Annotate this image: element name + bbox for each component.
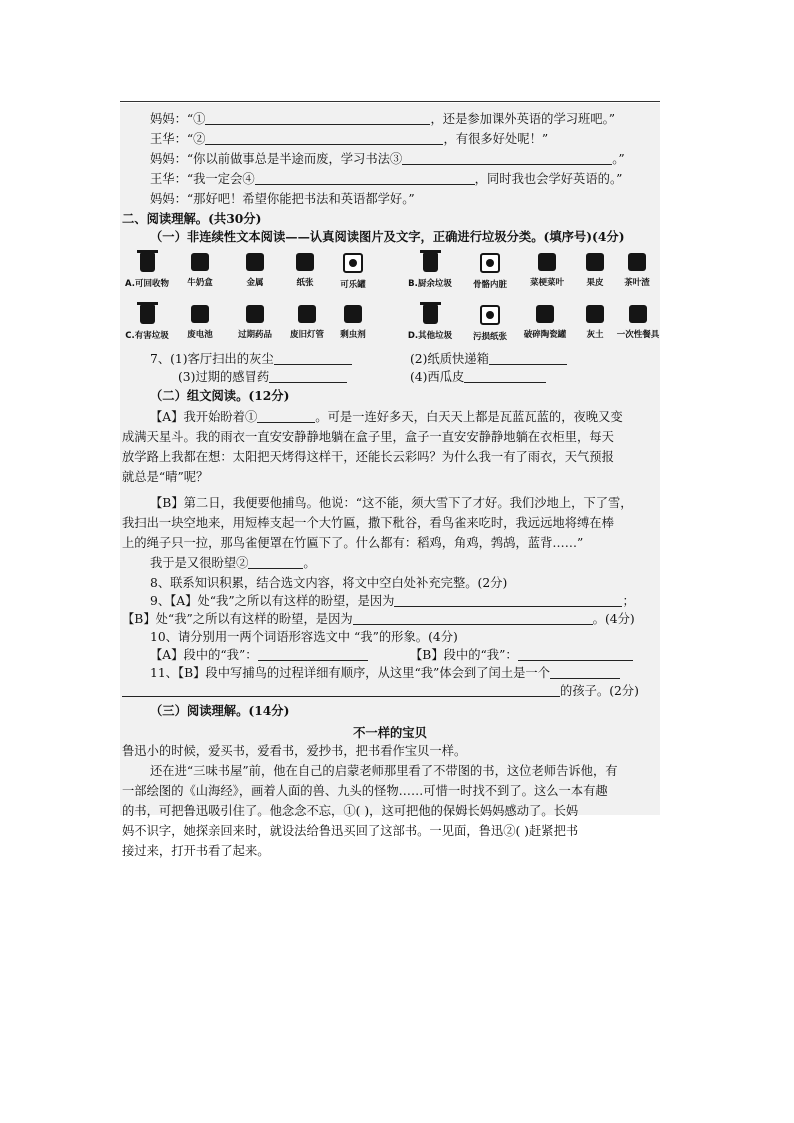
medicine-icon xyxy=(246,305,264,323)
q9-a-blank[interactable] xyxy=(394,594,622,607)
q7-blank-1[interactable] xyxy=(274,352,352,365)
dust: 灰土 xyxy=(560,305,630,340)
tea-leaves: 茶叶渣 xyxy=(602,253,672,288)
soiled-paper-icon xyxy=(480,305,500,325)
q10-a-blank[interactable] xyxy=(258,648,368,661)
q7-blank-4[interactable] xyxy=(464,370,546,383)
passage-b-line-4: 我于是又很盼望② 。 xyxy=(150,556,316,570)
blank-4[interactable] xyxy=(255,172,475,185)
vegetable-icon xyxy=(538,253,556,271)
q11-cont: 的孩子。(2分) xyxy=(122,683,639,699)
q7-item-1: 7、(1)客厅扫出的灰尘 xyxy=(150,351,352,367)
dialogue-line-5: 妈妈：“那好吧！希望你能把书法和英语都学好。” xyxy=(150,192,415,206)
q9-b-blank[interactable] xyxy=(353,612,593,625)
q9-a: 9、【A】处“我”之所以有这样的盼望，是因为 ； xyxy=(150,594,635,608)
tea-leaves-icon xyxy=(628,253,646,271)
q7-item-3: (3)过期的感冒药 xyxy=(178,369,347,385)
soiled-paper: 污损纸张 xyxy=(455,305,525,342)
passage-a-line-3: 放学路上我都在想：太阳把天烤得这样干，还能长云彩吗？为什么我一有了雨衣，天气预报 xyxy=(122,450,614,464)
q7-blank-3[interactable] xyxy=(269,370,347,383)
article-heading: 不一样的宝贝 xyxy=(353,725,427,740)
blank-2[interactable] xyxy=(205,132,443,145)
recyclable-bin: A.可回收物 xyxy=(112,253,182,289)
q7-item-4: (4)西瓜皮 xyxy=(410,369,546,385)
article-line-2: 还在进“三味书屋”前，他在自己的启蒙老师那里看了不带图的书，这位老师告诉他，有 xyxy=(150,764,618,778)
dialogue-line-4: 王华：“我一定会④ ，同时我也会学好英语的。” xyxy=(150,172,623,186)
insecticide: 剩虫剂 xyxy=(318,305,388,340)
q7-item-2: (2)纸质快递箱 xyxy=(410,351,567,367)
q11: 11、【B】段中写捕鸟的过程详细有顺序，从这里“我”体会到了闰土是一个 xyxy=(150,665,620,681)
passage-b-blank[interactable] xyxy=(248,556,303,569)
kitchen-waste-bin: B.厨余垃圾 xyxy=(395,253,465,289)
hazardous-bin: C.有害垃圾 xyxy=(112,305,182,341)
other-bin-icon xyxy=(423,305,438,324)
part-1-title: （一）非连续性文本阅读——认真阅读图片及文字，正确进行垃圾分类。(填序号)(4分) xyxy=(150,229,625,244)
passage-b-line-1: 【B】第二日，我便要他捕鸟。他说：“这不能，须大雪下了才好。我们沙地上，下了雪， xyxy=(150,496,633,510)
milk-carton-icon xyxy=(191,253,209,271)
hazardous-bin-icon xyxy=(140,305,155,324)
waste-battery: 废电池 xyxy=(165,305,235,340)
waste-lamp: 废旧灯管 xyxy=(272,305,342,340)
recycle-bin-icon xyxy=(140,253,155,272)
blank-3[interactable] xyxy=(402,152,612,165)
article-line-5: 妈不识字，她探亲回来时，就设法给鲁迅买回了这部书。一见面，鲁迅②( )赶紧把书 xyxy=(122,824,579,838)
milk-carton: 牛奶盒 xyxy=(165,253,235,288)
q7-blank-2[interactable] xyxy=(489,352,567,365)
disposable-tableware: 一次性餐具 xyxy=(603,305,673,340)
article-line-4: 的书，可把鲁迅吸引住了。他念念不忘，①( )，这可把他的保姆长妈妈感动了。长妈 xyxy=(122,804,579,818)
dialogue-line-1: 妈妈：“① ，还是参加课外英语的学习班吧。” xyxy=(150,112,616,126)
ceramic-jar-icon xyxy=(536,305,554,323)
part-2-title: （二）组文阅读。(12分) xyxy=(150,388,290,403)
dialogue-line-2: 王华：“② ，有很多好处呢！” xyxy=(150,132,549,146)
bones-icon xyxy=(480,253,500,273)
dialogue-line-3: 妈妈：“你以前做事总是半途而废，学习书法③ 。” xyxy=(150,152,625,166)
broom-icon xyxy=(586,305,604,323)
q11-blank-1[interactable] xyxy=(550,666,620,679)
broken-ceramics: 破碎陶瓷罐 xyxy=(510,305,580,340)
spray-icon xyxy=(344,305,362,323)
q10-a: 【A】段中的“我”： xyxy=(150,647,368,663)
cola-can-icon xyxy=(343,253,363,273)
section-2-title: 二、阅读理解。(共30分) xyxy=(122,211,262,226)
q8: 8、联系知识积累，结合选文内容，将文中空白处补充完整。(2分) xyxy=(150,576,508,590)
passage-a-blank[interactable] xyxy=(257,410,315,423)
expired-medicine: 过期药品 xyxy=(220,305,290,340)
metal-icon xyxy=(246,253,264,271)
paper-icon xyxy=(296,253,314,271)
kitchen-bin-icon xyxy=(423,253,438,272)
blank-1[interactable] xyxy=(205,112,430,125)
fruit-peel: 果皮 xyxy=(560,253,630,288)
metal: 金属 xyxy=(220,253,290,288)
q9-b: 【B】处“我”之所以有这样的盼望，是因为 。(4分) xyxy=(122,612,635,626)
vegetable-scraps: 菜梗菜叶 xyxy=(512,253,582,288)
paper: 纸张 xyxy=(270,253,340,288)
exam-sheet xyxy=(120,103,660,858)
passage-b-line-2: 我扫出一块空地来，用短棒支起一个大竹匾，撒下秕谷，看鸟雀来吃时，我远远地将缚在棒 xyxy=(122,516,614,530)
page-top-rule xyxy=(120,101,660,102)
cola-can: 可乐罐 xyxy=(318,253,388,290)
garbage-icons-row-1 xyxy=(120,253,660,305)
q11-blank-2[interactable] xyxy=(122,684,560,697)
q10-b: 【B】段中的“我”： xyxy=(410,647,633,663)
bones-organs: 骨骼内脏 xyxy=(455,253,525,290)
tableware-icon xyxy=(629,305,647,323)
battery-icon xyxy=(191,305,209,323)
part-3-title: （三）阅读理解。(14分) xyxy=(150,703,290,718)
garbage-icons-row-2 xyxy=(120,305,660,357)
passage-a-line-4: 就总是“晴”呢？ xyxy=(122,470,209,484)
article-line-1: 鲁迅小的时候，爱买书，爱看书，爱抄书，把书看作宝贝一样。 xyxy=(122,744,467,758)
article-line-3: 一部绘图的《山海经》，画着人面的兽、九头的怪物……可惜一时找不到了。这么一本有趣 xyxy=(122,784,608,798)
lamp-icon xyxy=(298,305,316,323)
passage-b-line-3: 上的绳子只一拉，那鸟雀便罩在竹匾下了。什么都有：稻鸡，角鸡，鹁鸪，蓝背……” xyxy=(122,536,584,550)
article-line-6: 接过来，打开书看了起来。 xyxy=(122,844,270,858)
q10-b-blank[interactable] xyxy=(518,648,633,661)
other-waste-bin: D.其他垃圾 xyxy=(395,305,465,341)
passage-a-line-2: 成满天星斗。我的雨衣一直安安静静地躺在盒子里，盒子一直安安静静地躺在衣柜里，每天 xyxy=(122,430,614,444)
q10: 10、请分别用一两个词语形容选文中 “我”的形象。(4分) xyxy=(150,630,458,644)
passage-a-line-1: 【A】我开始盼着① 。可是一连好多天，白天天上都是瓦蓝瓦蓝的，夜晚又变 xyxy=(150,410,623,424)
